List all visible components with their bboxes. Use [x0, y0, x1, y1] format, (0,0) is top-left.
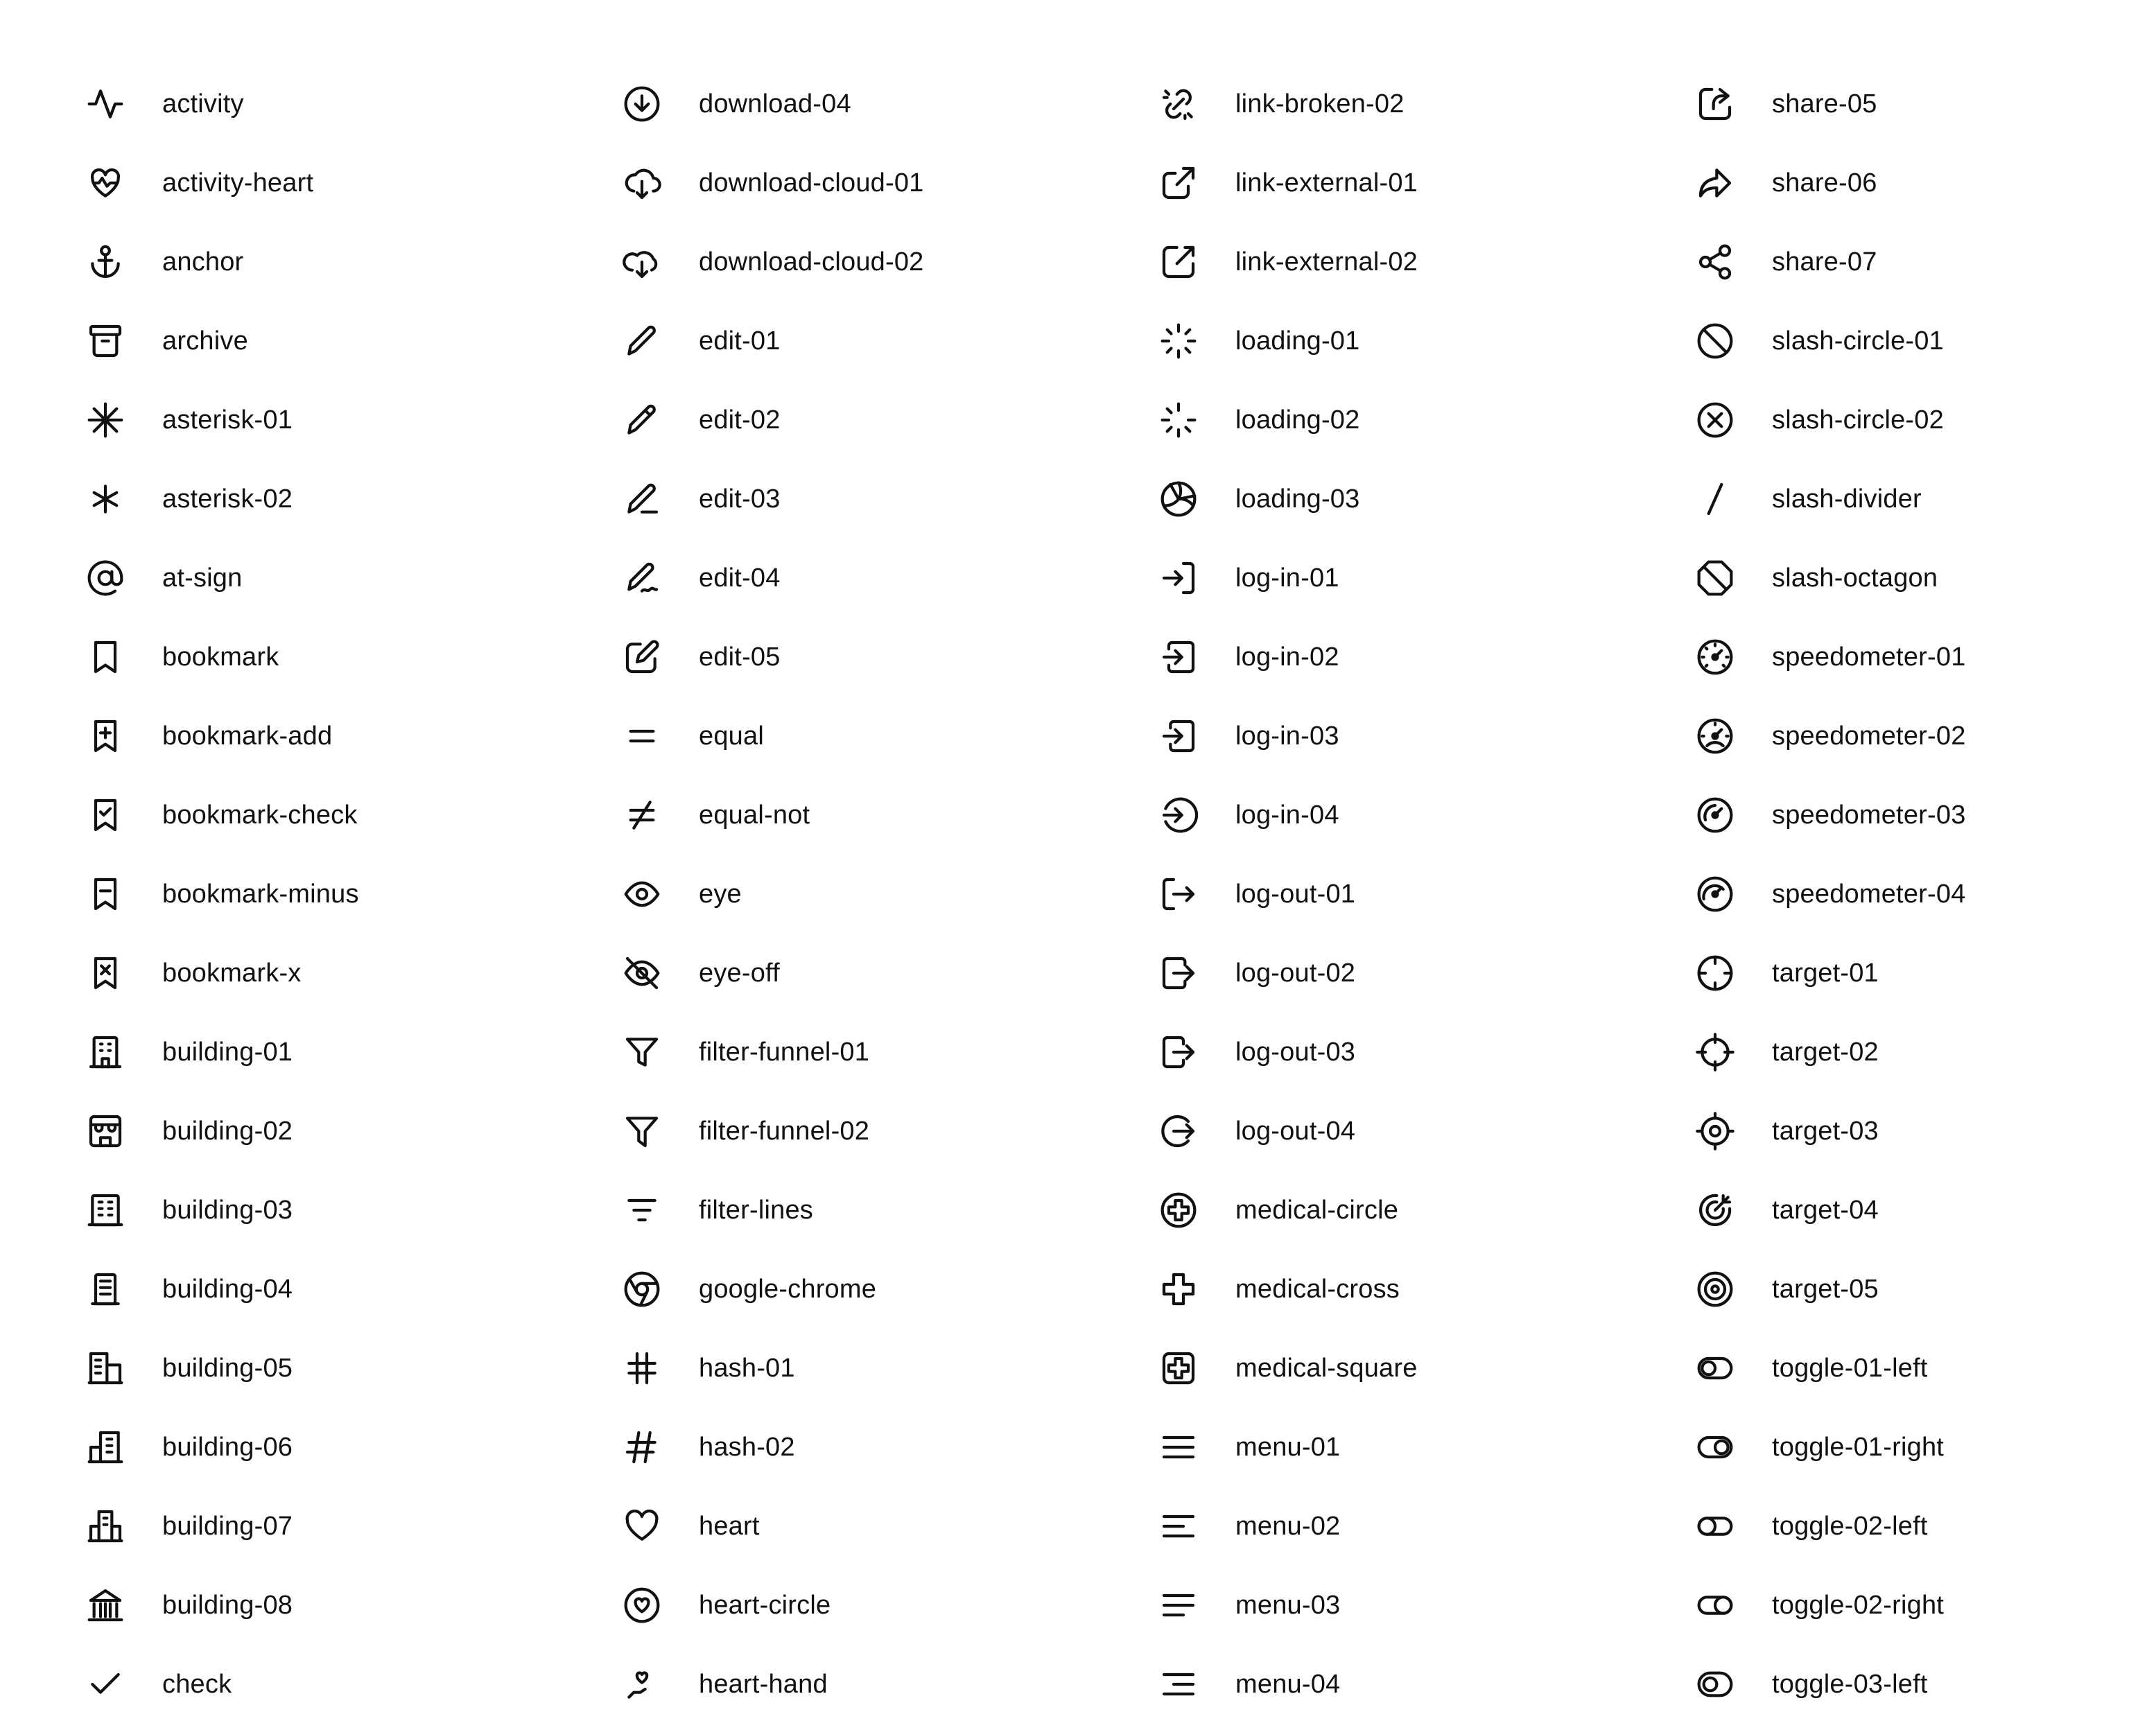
download-cloud-01-icon	[623, 164, 661, 202]
icon-label: building-01	[162, 1038, 293, 1067]
icon-list-item	[1696, 1420, 2156, 1475]
icon-list-item	[1159, 392, 1686, 448]
share-07-icon	[1696, 243, 1735, 281]
medical-square-icon	[1159, 1349, 1198, 1388]
icon-label: building-05	[162, 1354, 293, 1383]
slash-circle-02-icon	[1696, 401, 1735, 439]
link-external-02-icon	[1159, 243, 1198, 281]
icon-list-item	[86, 1261, 613, 1317]
icon-list-item	[86, 155, 613, 211]
icon-list-item	[1696, 550, 2156, 606]
menu-01-icon	[1159, 1428, 1198, 1467]
icon-list-item	[1159, 1420, 1686, 1475]
icon-list-item	[86, 945, 613, 1001]
anchor-icon	[86, 243, 125, 281]
slash-octagon-icon	[1696, 559, 1735, 597]
heart-icon	[623, 1507, 661, 1546]
icon-list-item	[86, 392, 613, 448]
icon-list-item	[623, 708, 1149, 764]
toggle-02-left-icon	[1696, 1507, 1735, 1546]
icon-list-item	[623, 1420, 1149, 1475]
loading-02-icon	[1159, 401, 1198, 439]
icon-label: log-out-01	[1235, 880, 1356, 909]
target-04-icon	[1696, 1191, 1735, 1230]
icon-list-item	[623, 550, 1149, 606]
icon-list-item	[86, 76, 613, 132]
icon-label: edit-02	[699, 405, 781, 435]
icon-list-item	[623, 1261, 1149, 1317]
icon-list-item	[86, 550, 613, 606]
icon-list-item	[1159, 1024, 1686, 1080]
icon-label: edit-04	[699, 564, 781, 593]
icon-list-item	[1696, 1182, 2156, 1238]
icon-label: download-cloud-01	[699, 168, 924, 198]
edit-01-icon	[623, 322, 661, 360]
icon-label: share-07	[1772, 247, 1877, 277]
icon-label: menu-02	[1235, 1512, 1341, 1541]
icon-list-item	[1159, 1578, 1686, 1633]
log-out-03-icon	[1159, 1033, 1198, 1072]
icon-label: loading-03	[1235, 484, 1360, 514]
icon-list-item	[86, 1578, 613, 1633]
icon-label: asterisk-01	[162, 405, 293, 435]
icon-label: log-out-03	[1235, 1038, 1356, 1067]
target-03-icon	[1696, 1112, 1735, 1151]
icon-label: slash-octagon	[1772, 564, 1938, 593]
icon-label: bookmark	[162, 643, 279, 672]
icon-list-item	[1696, 392, 2156, 448]
icon-label: loading-01	[1235, 326, 1360, 356]
log-in-02-icon	[1159, 638, 1198, 676]
icon-label: activity-heart	[162, 168, 314, 198]
icon-list-item	[1696, 866, 2156, 922]
loading-03-icon	[1159, 480, 1198, 518]
icon-label: toggle-01-left	[1772, 1354, 1928, 1383]
icon-label: bookmark-x	[162, 959, 302, 988]
edit-03-icon	[623, 480, 661, 518]
bookmark-minus-icon	[86, 875, 125, 914]
medical-circle-icon	[1159, 1191, 1198, 1230]
check-icon	[86, 1665, 125, 1704]
archive-icon	[86, 322, 125, 360]
icon-list-item	[1696, 1657, 2156, 1712]
filter-funnel-02-icon	[623, 1112, 661, 1151]
icon-label: building-06	[162, 1433, 293, 1462]
building-06-icon	[86, 1428, 125, 1467]
at-sign-icon	[86, 559, 125, 597]
icon-list-item	[1696, 1024, 2156, 1080]
icon-list-item	[1159, 550, 1686, 606]
icon-label: edit-03	[699, 484, 781, 514]
icon-list-item	[623, 1024, 1149, 1080]
filter-lines-icon	[623, 1191, 661, 1230]
icon-list-item	[623, 234, 1149, 290]
icon-list-item	[1159, 313, 1686, 369]
icon-column	[1159, 0, 1686, 1699]
icon-list-item	[1159, 471, 1686, 527]
icon-list-item	[86, 629, 613, 685]
icon-list-item	[1159, 234, 1686, 290]
icon-list-item	[623, 945, 1149, 1001]
slash-circle-01-icon	[1696, 322, 1735, 360]
equal-icon	[623, 717, 661, 755]
icon-label: target-04	[1772, 1196, 1879, 1225]
icon-list-item	[86, 1420, 613, 1475]
icon-label: medical-square	[1235, 1354, 1418, 1383]
icon-list-item	[623, 1657, 1149, 1712]
speedometer-03-icon	[1696, 796, 1735, 835]
icon-column	[623, 0, 1149, 1699]
loading-01-icon	[1159, 322, 1198, 360]
toggle-01-right-icon	[1696, 1428, 1735, 1467]
edit-04-icon	[623, 559, 661, 597]
icon-list-item	[623, 866, 1149, 922]
icon-label: google-chrome	[699, 1275, 877, 1304]
icon-list-item	[1159, 76, 1686, 132]
icon-list-item	[86, 1499, 613, 1554]
bookmark-x-icon	[86, 954, 125, 993]
icon-label: bookmark-check	[162, 801, 358, 830]
icon-list-item	[86, 471, 613, 527]
icon-label: link-broken-02	[1235, 89, 1405, 119]
icon-list-item	[1696, 155, 2156, 211]
icon-list-item	[1696, 234, 2156, 290]
icon-list-item	[623, 392, 1149, 448]
building-04-icon	[86, 1270, 125, 1309]
download-cloud-02-icon	[623, 243, 661, 281]
icon-list-item	[86, 866, 613, 922]
icon-label: equal	[699, 722, 764, 751]
icon-list-item	[1696, 787, 2156, 843]
icon-label: archive	[162, 326, 248, 356]
icon-label: toggle-01-right	[1772, 1433, 1945, 1462]
share-06-icon	[1696, 164, 1735, 202]
target-05-icon	[1696, 1270, 1735, 1309]
log-in-01-icon	[1159, 559, 1198, 597]
icon-label: heart-circle	[699, 1591, 831, 1620]
icon-label: building-08	[162, 1591, 293, 1620]
activity-heart-icon	[86, 164, 125, 202]
icon-list-item	[1159, 866, 1686, 922]
icon-label: menu-04	[1235, 1670, 1341, 1699]
icon-list-item	[1159, 708, 1686, 764]
icon-list-item	[1696, 471, 2156, 527]
eye-icon	[623, 875, 661, 914]
icon-list-item	[86, 787, 613, 843]
icon-list-item	[1159, 155, 1686, 211]
icon-label: log-in-01	[1235, 564, 1339, 593]
icon-label: share-06	[1772, 168, 1877, 198]
icon-label: activity	[162, 89, 244, 119]
icon-list-item	[1159, 1182, 1686, 1238]
icon-list-item	[1159, 945, 1686, 1001]
building-03-icon	[86, 1191, 125, 1230]
link-external-01-icon	[1159, 164, 1198, 202]
icon-list-item	[1696, 708, 2156, 764]
icon-label: log-in-04	[1235, 801, 1339, 830]
toggle-01-left-icon	[1696, 1349, 1735, 1388]
icon-label: building-03	[162, 1196, 293, 1225]
menu-04-icon	[1159, 1665, 1198, 1704]
icon-label: building-07	[162, 1512, 293, 1541]
icon-list-item	[86, 1657, 613, 1712]
bookmark-icon	[86, 638, 125, 676]
icon-label: loading-02	[1235, 405, 1360, 435]
icon-list-item	[1159, 1103, 1686, 1159]
hash-02-icon	[623, 1428, 661, 1467]
icon-list-item	[1696, 1103, 2156, 1159]
icon-label: toggle-02-right	[1772, 1591, 1945, 1620]
target-02-icon	[1696, 1033, 1735, 1072]
log-in-04-icon	[1159, 796, 1198, 835]
icon-list-item	[1159, 787, 1686, 843]
icon-list-item	[86, 1340, 613, 1396]
icon-label: target-05	[1772, 1275, 1879, 1304]
icon-list-item	[1159, 1340, 1686, 1396]
building-05-icon	[86, 1349, 125, 1388]
icon-list-item	[1696, 1578, 2156, 1633]
icon-label: menu-03	[1235, 1591, 1341, 1620]
google-chrome-icon	[623, 1270, 661, 1309]
icon-label: at-sign	[162, 564, 243, 593]
slash-divider-icon	[1696, 480, 1735, 518]
icon-list-item	[86, 1182, 613, 1238]
icon-label: equal-not	[699, 801, 810, 830]
icon-list-item	[1696, 629, 2156, 685]
icon-label: building-02	[162, 1117, 293, 1146]
speedometer-01-icon	[1696, 638, 1735, 676]
icon-label: speedometer-03	[1772, 801, 1966, 830]
icon-list-item	[86, 708, 613, 764]
icon-label: slash-divider	[1772, 484, 1922, 514]
icon-label: target-01	[1772, 959, 1879, 988]
icon-label: target-03	[1772, 1117, 1879, 1146]
icon-list-item	[623, 787, 1149, 843]
icon-list-item	[623, 629, 1149, 685]
log-out-02-icon	[1159, 954, 1198, 993]
icon-label: log-in-03	[1235, 722, 1339, 751]
icon-list-item	[623, 1103, 1149, 1159]
icon-label: target-02	[1772, 1038, 1879, 1067]
link-broken-02-icon	[1159, 85, 1198, 123]
icon-label: share-05	[1772, 89, 1877, 119]
log-in-03-icon	[1159, 717, 1198, 755]
edit-02-icon	[623, 401, 661, 439]
icon-label: edit-05	[699, 643, 781, 672]
icon-label: edit-01	[699, 326, 781, 356]
icon-label: filter-funnel-01	[699, 1038, 870, 1067]
heart-hand-icon	[623, 1665, 661, 1704]
download-04-icon	[623, 85, 661, 123]
edit-05-icon	[623, 638, 661, 676]
icon-label: check	[162, 1670, 232, 1699]
icon-list-item	[86, 234, 613, 290]
icon-list-item	[86, 313, 613, 369]
icon-list-item	[1696, 76, 2156, 132]
icon-label: anchor	[162, 247, 244, 277]
icon-list-item	[1159, 629, 1686, 685]
share-05-icon	[1696, 85, 1735, 123]
log-out-04-icon	[1159, 1112, 1198, 1151]
icon-list-item	[623, 1340, 1149, 1396]
icon-list-item	[623, 76, 1149, 132]
building-01-icon	[86, 1033, 125, 1072]
icon-label: heart	[699, 1512, 760, 1541]
icon-label: filter-funnel-02	[699, 1117, 870, 1146]
icon-label: toggle-03-left	[1772, 1670, 1928, 1699]
icon-list-item	[1159, 1657, 1686, 1712]
icon-list-item	[86, 1103, 613, 1159]
activity-icon	[86, 85, 125, 123]
icon-list-item	[1696, 1499, 2156, 1554]
icon-label: log-out-02	[1235, 959, 1356, 988]
building-07-icon	[86, 1507, 125, 1546]
icon-label: log-out-04	[1235, 1117, 1356, 1146]
icon-label: slash-circle-01	[1772, 326, 1944, 356]
icon-list-item	[623, 1578, 1149, 1633]
icon-label: hash-02	[699, 1433, 795, 1462]
icon-list-item	[623, 313, 1149, 369]
icon-label: hash-01	[699, 1354, 795, 1383]
icon-label: asterisk-02	[162, 484, 293, 514]
bookmark-check-icon	[86, 796, 125, 835]
icon-label: medical-circle	[1235, 1196, 1399, 1225]
icon-label: eye	[699, 880, 742, 909]
icon-list-item	[623, 1499, 1149, 1554]
icon-list-item	[1696, 1340, 2156, 1396]
icon-list-item	[623, 155, 1149, 211]
bookmark-add-icon	[86, 717, 125, 755]
icon-list-item	[1696, 313, 2156, 369]
icon-label: menu-01	[1235, 1433, 1341, 1462]
icon-label: heart-hand	[699, 1670, 828, 1699]
menu-02-icon	[1159, 1507, 1198, 1546]
icon-label: speedometer-02	[1772, 722, 1966, 751]
icon-list-item	[1696, 945, 2156, 1001]
icon-label: link-external-01	[1235, 168, 1418, 198]
log-out-01-icon	[1159, 875, 1198, 914]
equal-not-icon	[623, 796, 661, 835]
eye-off-icon	[623, 954, 661, 993]
target-01-icon	[1696, 954, 1735, 993]
icon-label: download-cloud-02	[699, 247, 924, 277]
icon-column	[86, 0, 613, 1699]
icon-label: speedometer-04	[1772, 880, 1966, 909]
icon-label: eye-off	[699, 959, 780, 988]
icon-column	[1696, 0, 2156, 1699]
icon-list-item	[86, 1024, 613, 1080]
icon-label: download-04	[699, 89, 851, 119]
heart-circle-icon	[623, 1586, 661, 1625]
building-08-icon	[86, 1586, 125, 1625]
icon-label: building-04	[162, 1275, 293, 1304]
hash-01-icon	[623, 1349, 661, 1388]
menu-03-icon	[1159, 1586, 1198, 1625]
medical-cross-icon	[1159, 1270, 1198, 1309]
icon-list-item	[623, 1182, 1149, 1238]
icon-label: slash-circle-02	[1772, 405, 1944, 435]
icon-label: bookmark-minus	[162, 880, 359, 909]
icon-label: link-external-02	[1235, 247, 1418, 277]
building-02-icon	[86, 1112, 125, 1151]
speedometer-02-icon	[1696, 717, 1735, 755]
icon-list-item	[1696, 1261, 2156, 1317]
speedometer-04-icon	[1696, 875, 1735, 914]
icon-label: toggle-02-left	[1772, 1512, 1928, 1541]
asterisk-01-icon	[86, 401, 125, 439]
icon-label: log-in-02	[1235, 643, 1339, 672]
icon-label: medical-cross	[1235, 1275, 1400, 1304]
icon-label: filter-lines	[699, 1196, 813, 1225]
filter-funnel-01-icon	[623, 1033, 661, 1072]
toggle-02-right-icon	[1696, 1586, 1735, 1625]
icon-list-item	[1159, 1499, 1686, 1554]
icon-label: speedometer-01	[1772, 643, 1966, 672]
icon-list-item	[1159, 1261, 1686, 1317]
icon-label: bookmark-add	[162, 722, 333, 751]
icon-list-item	[623, 471, 1149, 527]
asterisk-02-icon	[86, 480, 125, 518]
toggle-03-left-icon	[1696, 1665, 1735, 1704]
